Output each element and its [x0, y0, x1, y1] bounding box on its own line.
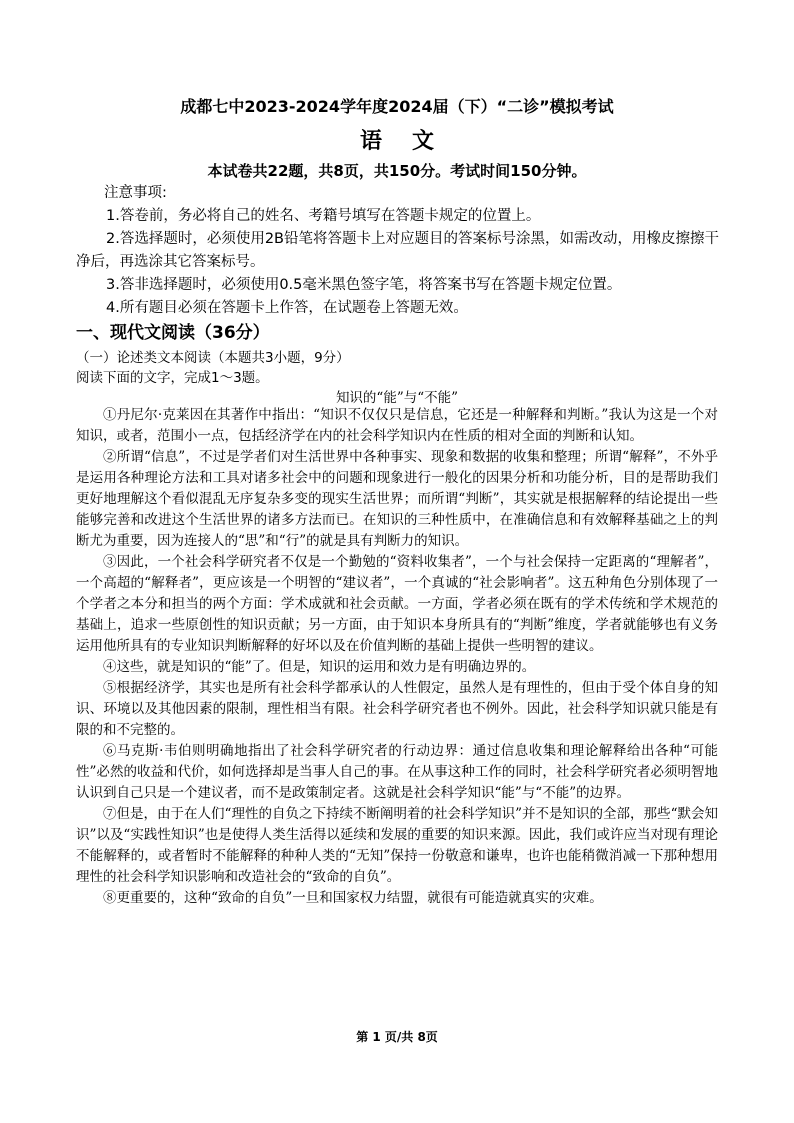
notice-list: [76, 205, 726, 320]
section-title: 一、现代文阅读（36分）: [76, 323, 270, 343]
page-number: 第 1 页/共 8页: [356, 1030, 438, 1044]
article-title: 知识的“能”与“不能”: [335, 390, 459, 406]
article-body: [76, 405, 718, 909]
notice-heading: 注意事项:: [104, 185, 167, 201]
notice-item: 2.答选择题时，必须使用2B铅笔将答题卡上对应题目的答案标号涂黑，如需改动，用橡皮擦擦干净后，再选涂其它答案标号。: [76, 231, 720, 270]
article-paragraph: ⑦但是，由于在人们“理性的自负之下持续不断阐明着的社会科学知识”并不是知识的全部，那些“默会知识”以及“实践性知识”也是使得人类生活得以延续和发展的重要的知识来源。因此，我们或许应当对现有理论不能解释的，或者暂时不能解释的种种人类的“无知”保持一份敬意和谦卑，也许也能稍微消减一下那种想用理性的社会科学知识影响和改造社会的“致命的自负”。: [76, 806, 718, 885]
notice-item: 3.答非选择题时，必须使用0.5毫米黑色签字笔，将答案书写在答题卡规定位置。: [106, 277, 622, 293]
exam-title: 成都七中2023-2024学年度2024届（下）“二诊”模拟考试: [180, 97, 614, 116]
reading-instruction: 阅读下面的文字，完成1～3题。: [76, 370, 269, 386]
article-paragraph: ⑧更重要的，这种“致命的自负”一旦和国家权力结盟，就很有可能造就真实的灾难。: [103, 890, 603, 906]
article-paragraph: ③因此，一个社会科学研究者不仅是一个勤勉的“资料收集者”，一个与社会保持一定距离的“理解者”，一个高超的“解释者”，更应该是一个明智的“建议者”，一个真诚的“社会影响者”。这五种角色分别体现了一个学者之本分和担当的两个方面：学术成就和社会贡献。一方面，学者必须在既有的学术传统和学术规范的基础上，追求一些原创性的知识贡献；另一方面，由于知识本身所具有的“判断”维度，学者就能够也有义务运用他所具有的专业知识判断解释的好坏以及在价值判断的基础上提供一些明智的建议。: [76, 554, 718, 654]
article-paragraph: ④这些，就是知识的“能”了。但是，知识的运用和效力是有明确边界的。: [103, 659, 536, 675]
subject-title: 语文: [359, 129, 464, 154]
notice-item: 4.所有题目必须在答题卡上作答，在试题卷上答题无效。: [106, 300, 468, 316]
notice-item: 1.答卷前，务必将自己的姓名、考籍号填写在答题卡规定的位置上。: [106, 208, 541, 224]
article-paragraph: ②所谓“信息”，不过是学者们对生活世界中各种事实、现象和数据的收集和整理；所谓“解释”，不外乎是运用各种理论方法和工具对诸多社会中的问题和现象进行一般化的因果分析和功能分析，目的是帮助我们更好地理解这个看似混乱无序复杂多变的现实生活世界；而所谓“判断”，其实就是根据解释的结论提出一些能够完善和改进这个生活世界的诸多方法而已。在知识的三种性质中，在准确信息和有效解释基础之上的判断尤为重要，因为连接人的“思”和“行”的就是具有判断力的知识。: [76, 449, 718, 549]
article-paragraph: ①丹尼尔·克莱因在其著作中指出：“知识不仅仅只是信息，它还是一种解释和判断。”我认为这是一个对知识，或者，范围小一点，包括经济学在内的社会科学知识内在性质的相对全面的判断和认知。: [76, 407, 718, 444]
subsection-title: （一）论述类文本阅读（本题共3小题，9分）: [76, 350, 350, 366]
article-paragraph: ⑥马克斯·韦伯则明确地指出了社会科学研究者的行动边界：通过信息收集和理论解释给出各种“可能性”必然的收益和代价，如何选择却是当事人自己的事。在从事这种工作的同时，社会科学研究者必须明智地认识到自己只是一个建议者，而不是政策制定者。这就是社会科学知识“能”与“不能”的边界。: [76, 743, 718, 801]
article-paragraph: ⑤根据经济学，其实也是所有社会科学都承认的人性假定，虽然人是有理性的，但由于受个体自身的知识、环境以及其他因素的限制，理性相当有限。社会科学研究者也不例外。因此，社会科学知识就只能是有限的和不完整的。: [76, 680, 718, 738]
exam-info: 本试卷共22题，共8页，共150分。考试时间150分钟。: [207, 162, 587, 180]
